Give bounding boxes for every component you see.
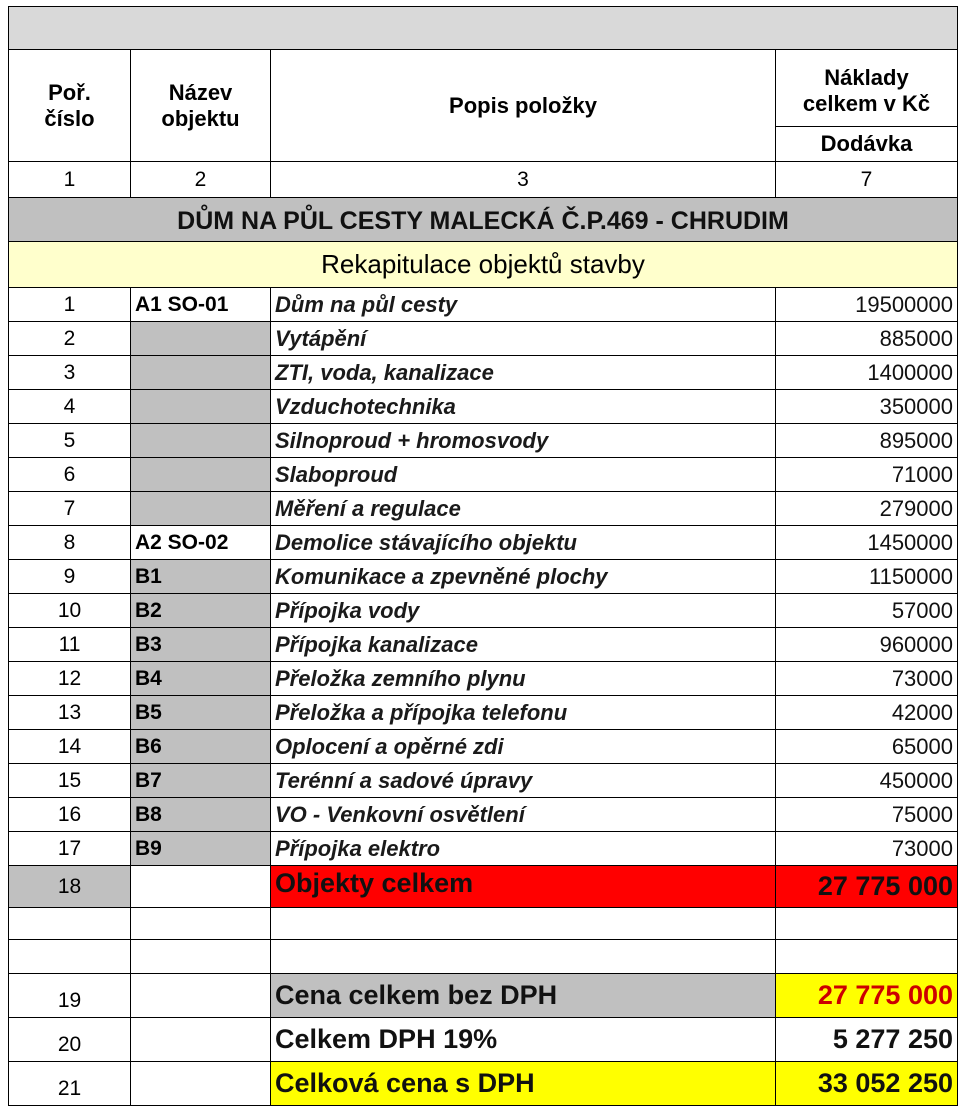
item-code: B2	[131, 594, 271, 628]
item-number: 14	[8, 730, 131, 764]
item-description: Přeložka zemního plynu	[271, 662, 776, 696]
item-value: 57000	[776, 594, 958, 628]
total-code-empty	[131, 866, 271, 908]
header-object-line1: Název	[168, 79, 233, 105]
summary-list	[8, 974, 958, 1106]
header-number-line2: číslo	[44, 105, 95, 131]
summary-number: 19	[8, 974, 131, 1018]
item-row	[8, 662, 958, 696]
item-row	[8, 356, 958, 390]
item-code: B3	[131, 628, 271, 662]
item-number: 3	[8, 356, 131, 390]
header-object-line2: objektu	[161, 105, 240, 131]
item-value: 350000	[776, 390, 958, 424]
item-number: 17	[8, 832, 131, 866]
item-row	[8, 832, 958, 866]
item-value: 450000	[776, 764, 958, 798]
item-description: Dům na půl cesty	[271, 288, 776, 322]
item-row	[8, 390, 958, 424]
item-value: 71000	[776, 458, 958, 492]
empty-row-1	[8, 908, 958, 940]
item-description: Měření a regulace	[271, 492, 776, 526]
item-number: 10	[8, 594, 131, 628]
item-description: Komunikace a zpevněné plochy	[271, 560, 776, 594]
item-code: B7	[131, 764, 271, 798]
item-row	[8, 594, 958, 628]
item-row	[8, 764, 958, 798]
item-description: Silnoproud + hromosvody	[271, 424, 776, 458]
summary-code-empty	[131, 974, 271, 1018]
item-number: 8	[8, 526, 131, 560]
empty-row-2	[8, 940, 958, 974]
item-code	[131, 458, 271, 492]
column-index-row	[8, 162, 958, 198]
item-row	[8, 458, 958, 492]
item-row	[8, 628, 958, 662]
item-description: Demolice stávajícího objektu	[271, 526, 776, 560]
empty-cell	[776, 908, 958, 940]
item-description: VO - Venkovní osvětlení	[271, 798, 776, 832]
item-value: 73000	[776, 662, 958, 696]
header-number	[8, 50, 131, 162]
item-code: B1	[131, 560, 271, 594]
items-list	[8, 288, 958, 866]
column-index-7: 7	[776, 162, 958, 198]
empty-cell	[271, 940, 776, 974]
item-number: 5	[8, 424, 131, 458]
item-value: 65000	[776, 730, 958, 764]
item-description: Přípojka kanalizace	[271, 628, 776, 662]
item-description: Vzduchotechnika	[271, 390, 776, 424]
header-costs-title	[776, 50, 957, 127]
item-value: 42000	[776, 696, 958, 730]
summary-value: 27 775 000	[776, 974, 958, 1018]
item-value: 885000	[776, 322, 958, 356]
summary-label: Cena celkem bez DPH	[271, 974, 776, 1018]
summary-row	[8, 974, 958, 1018]
total-number: 18	[8, 866, 131, 908]
header-costs-line1: Náklady	[824, 65, 909, 90]
section-subtitle: Rekapitulace objektů stavby	[8, 242, 958, 288]
summary-number: 21	[8, 1062, 131, 1106]
item-value: 73000	[776, 832, 958, 866]
summary-value: 33 052 250	[776, 1062, 958, 1106]
item-code	[131, 492, 271, 526]
empty-cell	[8, 940, 131, 974]
item-row	[8, 288, 958, 322]
empty-cell	[8, 908, 131, 940]
summary-label: Celkem DPH 19%	[271, 1018, 776, 1062]
header-row	[8, 50, 958, 162]
item-code: B6	[131, 730, 271, 764]
item-code: B5	[131, 696, 271, 730]
summary-row	[8, 1018, 958, 1062]
item-number: 12	[8, 662, 131, 696]
item-value: 960000	[776, 628, 958, 662]
item-code	[131, 322, 271, 356]
item-row	[8, 696, 958, 730]
empty-cell	[131, 940, 271, 974]
total-label: Objekty celkem	[271, 866, 776, 908]
empty-cell	[271, 908, 776, 940]
item-description: Přípojka elektro	[271, 832, 776, 866]
item-value: 75000	[776, 798, 958, 832]
item-description: ZTI, voda, kanalizace	[271, 356, 776, 390]
item-number: 15	[8, 764, 131, 798]
item-value: 1150000	[776, 560, 958, 594]
item-code	[131, 356, 271, 390]
item-row	[8, 424, 958, 458]
item-code: A1 SO-01	[131, 288, 271, 322]
item-number: 16	[8, 798, 131, 832]
item-code: A2 SO-02	[131, 526, 271, 560]
summary-row	[8, 1062, 958, 1106]
empty-cell	[131, 908, 271, 940]
title-row	[8, 198, 958, 242]
header-delivery-label: Dodávka	[820, 131, 913, 156]
empty-cell	[776, 940, 958, 974]
column-index-2: 2	[131, 162, 271, 198]
summary-value: 5 277 250	[776, 1018, 958, 1062]
item-row	[8, 526, 958, 560]
item-row	[8, 730, 958, 764]
item-description: Přeložka a přípojka telefonu	[271, 696, 776, 730]
column-index-3: 3	[271, 162, 776, 198]
header-number-line1: Poř.	[48, 79, 91, 105]
spreadsheet	[8, 6, 958, 1106]
summary-code-empty	[131, 1018, 271, 1062]
total-value: 27 775 000	[776, 866, 958, 908]
top-band	[8, 6, 958, 50]
item-code: B9	[131, 832, 271, 866]
item-value: 279000	[776, 492, 958, 526]
header-object-name	[131, 50, 271, 162]
item-number: 4	[8, 390, 131, 424]
item-value: 1450000	[776, 526, 958, 560]
header-description-label: Popis položky	[449, 92, 597, 118]
project-title: DŮM NA PŮL CESTY MALECKÁ Č.P.469 - CHRUDIM	[8, 198, 958, 242]
item-code	[131, 424, 271, 458]
item-code: B8	[131, 798, 271, 832]
item-description: Terénní a sadové úpravy	[271, 764, 776, 798]
item-number: 11	[8, 628, 131, 662]
item-number: 6	[8, 458, 131, 492]
item-description: Slaboproud	[271, 458, 776, 492]
top-band-row	[8, 6, 958, 50]
item-number: 9	[8, 560, 131, 594]
column-index-1: 1	[8, 162, 131, 198]
item-value: 1400000	[776, 356, 958, 390]
item-number: 2	[8, 322, 131, 356]
summary-code-empty	[131, 1062, 271, 1106]
subtitle-row	[8, 242, 958, 288]
total-row	[8, 866, 958, 908]
summary-number: 20	[8, 1018, 131, 1062]
item-description: Oplocení a opěrné zdi	[271, 730, 776, 764]
item-row	[8, 798, 958, 832]
item-value: 895000	[776, 424, 958, 458]
item-number: 1	[8, 288, 131, 322]
item-code	[131, 390, 271, 424]
item-description: Přípojka vody	[271, 594, 776, 628]
item-code: B4	[131, 662, 271, 696]
item-number: 7	[8, 492, 131, 526]
header-description	[271, 50, 776, 162]
header-costs	[776, 50, 958, 162]
item-row	[8, 492, 958, 526]
item-value: 19500000	[776, 288, 958, 322]
header-costs-line2: celkem v Kč	[802, 91, 931, 116]
item-row	[8, 322, 958, 356]
item-number: 13	[8, 696, 131, 730]
header-delivery	[776, 127, 957, 161]
item-row	[8, 560, 958, 594]
item-description: Vytápění	[271, 322, 776, 356]
summary-label: Celková cena s DPH	[271, 1062, 776, 1106]
